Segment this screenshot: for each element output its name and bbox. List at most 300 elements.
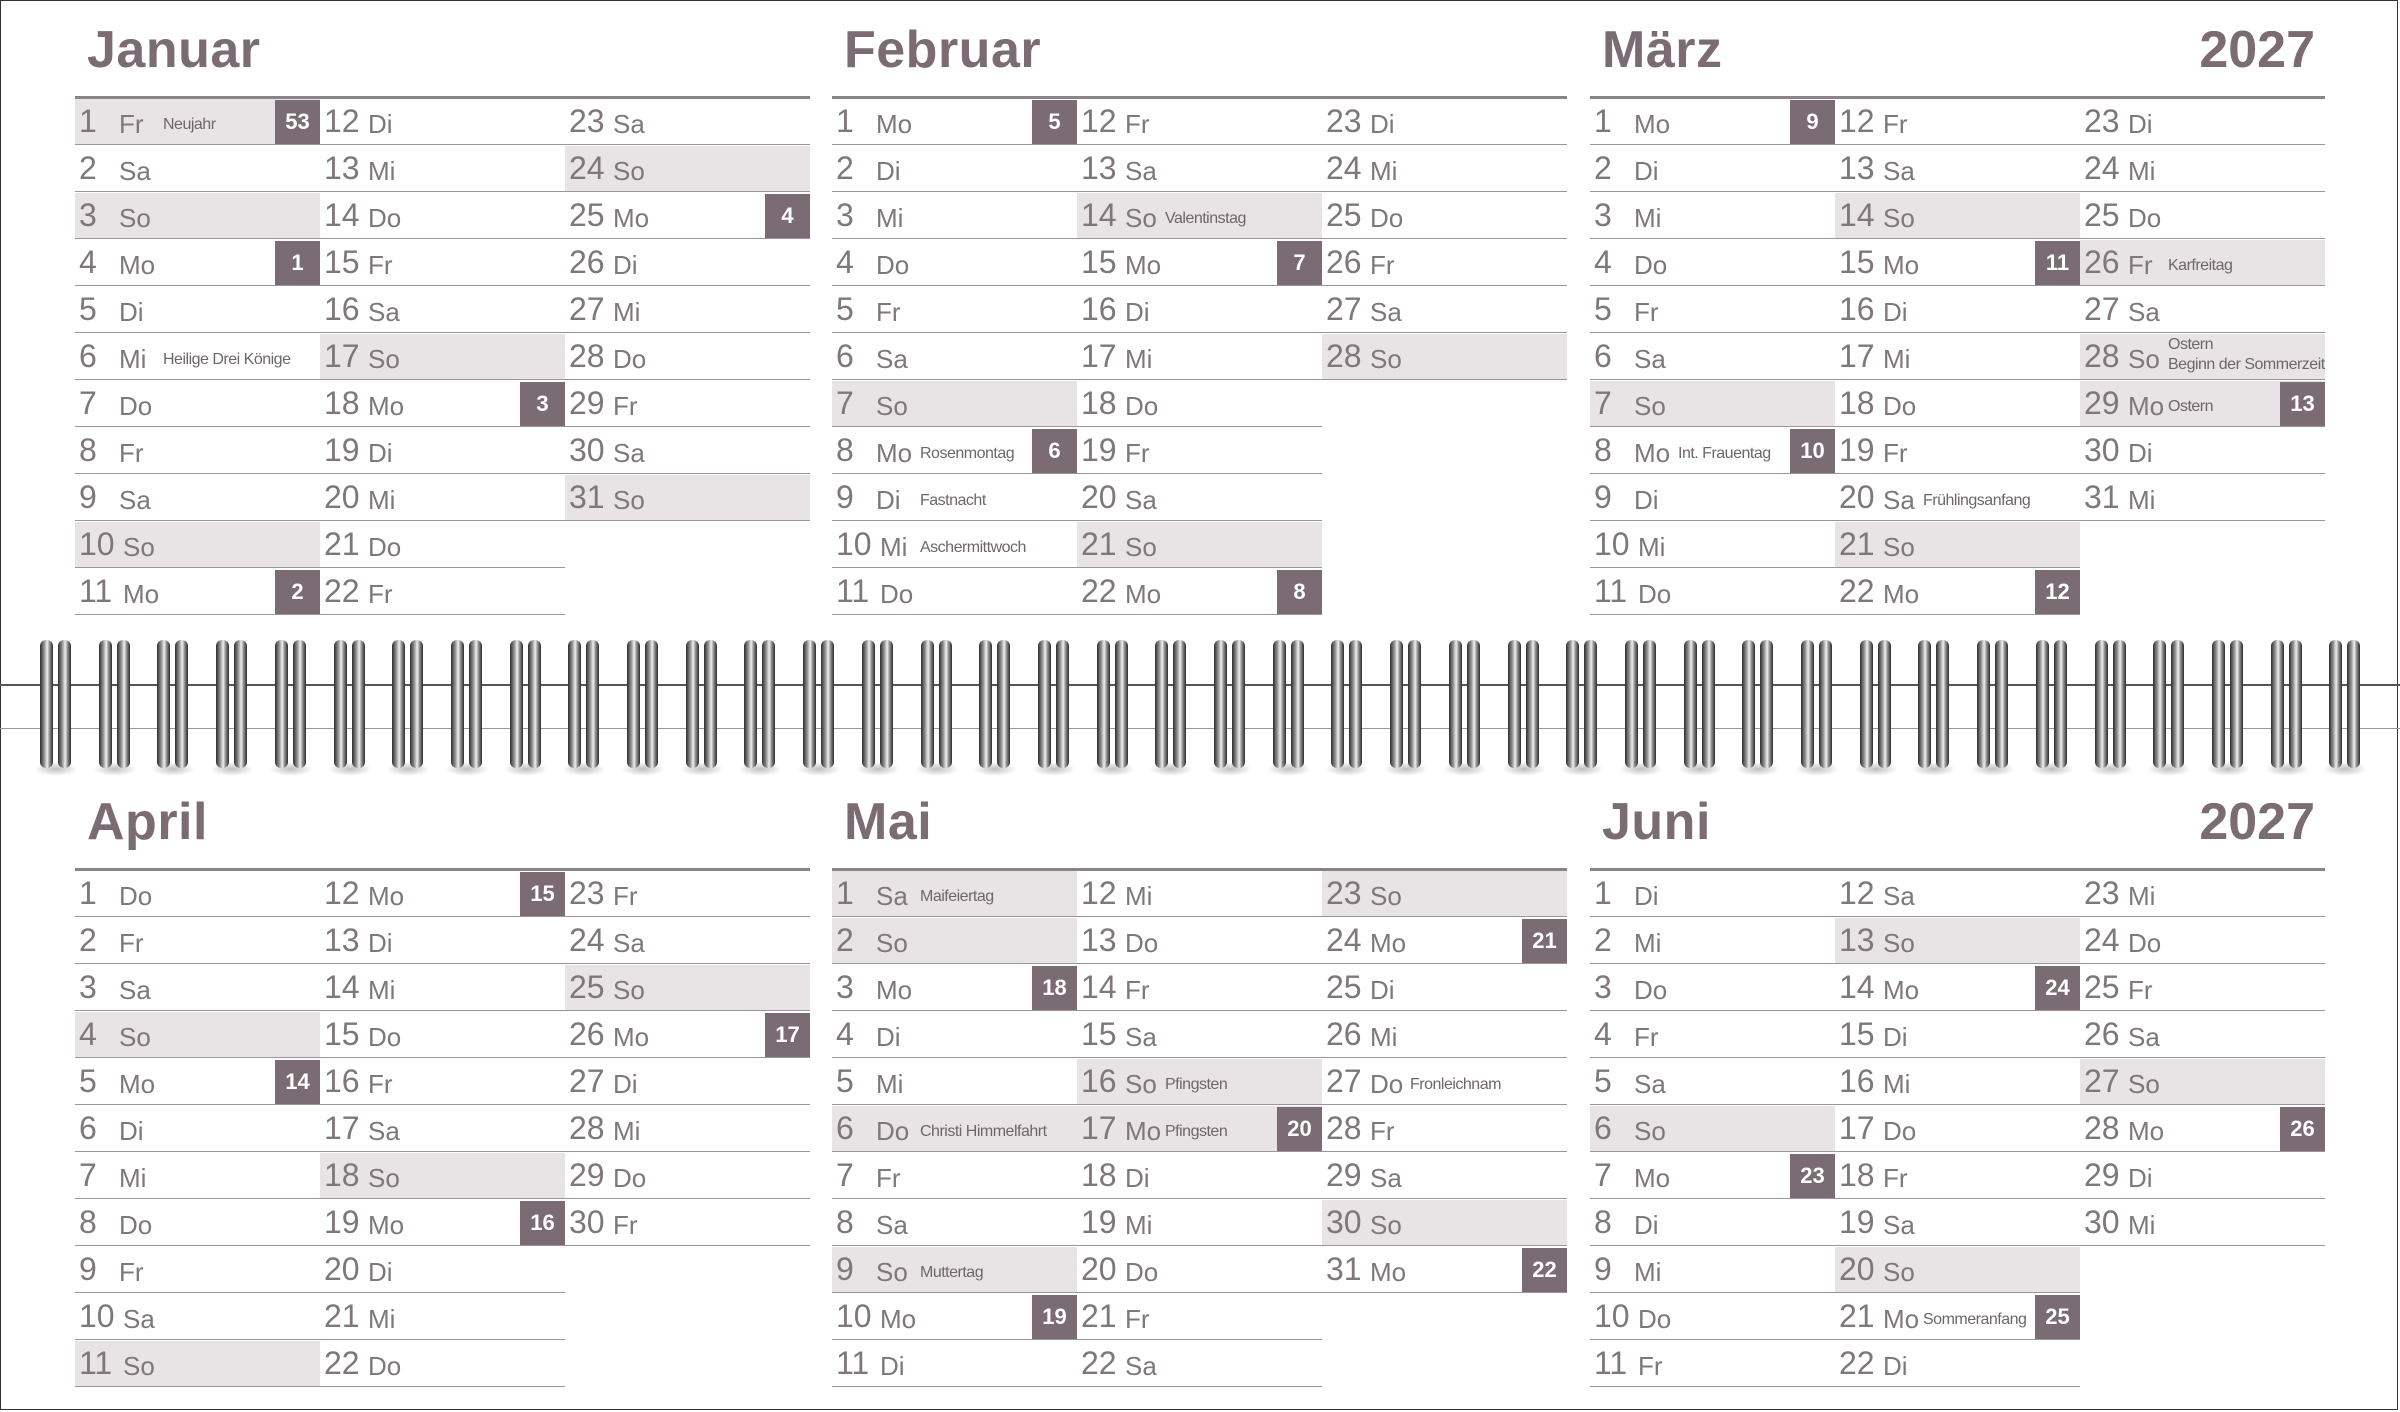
ring-loop <box>469 640 482 768</box>
weekday-label: Sa <box>876 881 908 911</box>
day-number: 10 <box>836 526 872 562</box>
day-number: 22 <box>1839 573 1875 609</box>
day-number: 2 <box>836 922 854 958</box>
day-cell <box>75 871 320 917</box>
weekday-label: Sa <box>1883 881 1915 911</box>
weekday-label: Di <box>1370 975 1395 1005</box>
day-number: 20 <box>1839 479 1875 515</box>
holiday-label <box>163 351 290 369</box>
day-number: 19 <box>324 1204 360 1240</box>
day-cell <box>1077 475 1322 521</box>
weekday-label: Sa <box>2128 1022 2160 1052</box>
day-cell <box>2080 334 2325 380</box>
day-number: 15 <box>324 1016 360 1052</box>
day-number: 14 <box>1081 969 1117 1005</box>
binding-ring <box>1214 640 1246 770</box>
weekday-label: So <box>1370 344 1402 374</box>
day-cell <box>1590 193 1835 239</box>
day-number: 30 <box>569 1204 605 1240</box>
day-number: 31 <box>2084 479 2120 515</box>
ring-loop <box>1977 640 1990 768</box>
day-number: 7 <box>1594 385 1612 421</box>
binding-ring <box>40 640 72 770</box>
weekday-label: So <box>119 1022 151 1052</box>
weekday-label: Mi <box>1634 203 1662 233</box>
day-number: 9 <box>836 479 854 515</box>
day-cell <box>565 240 810 286</box>
ring-loop <box>275 640 288 768</box>
day-number: 20 <box>324 1251 360 1287</box>
day-cell <box>1077 428 1322 474</box>
weekday-label: Mi <box>368 156 396 186</box>
week-number-badge: 13 <box>2280 382 2325 426</box>
day-cell <box>1835 965 2080 1011</box>
weekday-label: Mi <box>368 1304 396 1334</box>
weekday-label: Sa <box>1125 1351 1157 1381</box>
weekday-label: Do <box>1634 250 1668 280</box>
day-number: 8 <box>836 1204 854 1240</box>
day-number: 12 <box>1081 875 1117 911</box>
day-number: 9 <box>79 479 97 515</box>
day-cell <box>1590 871 1835 917</box>
ring-loop <box>2329 640 2342 768</box>
week-number-badge: 10 <box>1790 429 1835 473</box>
weekday-label: Fr <box>876 1163 901 1193</box>
day-cell <box>320 871 565 917</box>
weekday-label: Di <box>1883 1351 1908 1381</box>
day-number: 8 <box>1594 432 1612 468</box>
holiday-label <box>920 1123 1047 1141</box>
weekday-label: Mo <box>876 109 913 139</box>
day-cell <box>2080 146 2325 192</box>
day-cell <box>1590 475 1835 521</box>
binding-ring <box>510 640 542 770</box>
day-number: 27 <box>2084 291 2120 327</box>
binding-ring <box>921 640 953 770</box>
day-cell <box>1077 334 1322 380</box>
day-number: 3 <box>1594 969 1612 1005</box>
week-number-badge: 19 <box>1032 1295 1077 1339</box>
weekday-label: Mo <box>880 1304 917 1334</box>
day-cell <box>1322 1012 1567 1058</box>
day-cell <box>1835 1153 2080 1199</box>
day-number: 14 <box>324 197 360 233</box>
day-number: 7 <box>79 1157 97 1193</box>
day-cell <box>832 1059 1077 1105</box>
month-januar <box>75 0 810 620</box>
weekday-label: Do <box>1125 928 1159 958</box>
day-cell <box>832 99 1077 145</box>
week-number-badge: 21 <box>1522 919 1567 963</box>
weekday-label: Mo <box>1883 1304 1920 1334</box>
weekday-label: Fr <box>1638 1351 1663 1381</box>
ring-loop <box>1625 640 1638 768</box>
month-title: März <box>1602 21 1723 79</box>
day-number: 7 <box>836 385 854 421</box>
day-cell <box>565 475 810 521</box>
month-grid <box>1590 96 2325 609</box>
weekday-label: Di <box>876 485 901 515</box>
day-cell <box>320 381 565 427</box>
day-cell <box>75 1012 320 1058</box>
ring-loop <box>1232 640 1245 768</box>
holiday-label <box>1410 1076 1501 1094</box>
day-cell <box>75 475 320 521</box>
day-number: 10 <box>1594 526 1630 562</box>
weekday-label: Sa <box>1125 485 1157 515</box>
weekday-label: Di <box>1370 109 1395 139</box>
weekday-label: Do <box>1125 1257 1159 1287</box>
binding-ring <box>979 640 1011 770</box>
day-number: 24 <box>569 150 605 186</box>
day-number: 25 <box>1326 969 1362 1005</box>
day-number: 4 <box>1594 1016 1612 1052</box>
calendar-top-half <box>0 0 2400 620</box>
ring-loop <box>1449 640 1462 768</box>
weekday-label: So <box>1125 203 1157 233</box>
weekday-label: Mi <box>876 203 904 233</box>
ring-loop <box>762 640 775 768</box>
ring-loop <box>1056 640 1069 768</box>
day-cell <box>832 146 1077 192</box>
weekday-label: Do <box>613 344 647 374</box>
day-cell <box>565 287 810 333</box>
weekday-label: Fr <box>876 297 901 327</box>
weekday-label: Di <box>1634 1210 1659 1240</box>
day-number: 24 <box>1326 922 1362 958</box>
ring-loop <box>1508 640 1521 768</box>
day-number: 11 <box>79 1345 113 1381</box>
holiday-label <box>1165 210 1246 228</box>
holiday-label <box>920 445 1014 463</box>
day-cell <box>320 1341 565 1387</box>
holiday-name: Frühlingsanfang <box>1923 492 2031 509</box>
ring-loop <box>1742 640 1755 768</box>
day-number: 14 <box>1839 969 1875 1005</box>
day-cell <box>1077 522 1322 568</box>
weekday-label: Do <box>368 1022 402 1052</box>
day-number: 5 <box>79 291 97 327</box>
ring-loop <box>216 640 229 768</box>
day-number: 28 <box>1326 338 1362 374</box>
month-grid <box>1590 868 2325 1381</box>
holiday-label <box>2168 257 2232 275</box>
weekday-label: Mi <box>880 532 908 562</box>
year-label: 2027 <box>2199 793 2315 851</box>
day-cell <box>320 193 565 239</box>
weekday-label: So <box>1883 203 1915 233</box>
day-number: 25 <box>1326 197 1362 233</box>
day-number: 23 <box>1326 875 1362 911</box>
ring-loop <box>175 640 188 768</box>
day-cell <box>565 334 810 380</box>
weekday-label: Sa <box>1125 1022 1157 1052</box>
weekday-label: So <box>1883 928 1915 958</box>
weekday-label: Di <box>876 156 901 186</box>
month-grid <box>75 96 810 609</box>
day-number: 28 <box>2084 338 2120 374</box>
weekday-label: Fr <box>1883 109 1908 139</box>
day-number: 16 <box>1081 291 1117 327</box>
day-number: 5 <box>1594 291 1612 327</box>
binding-ring <box>862 640 894 770</box>
day-cell <box>565 871 810 917</box>
day-number: 21 <box>324 526 360 562</box>
week-number-badge: 20 <box>1277 1107 1322 1151</box>
weekday-label: Mo <box>1370 1257 1407 1287</box>
day-number: 23 <box>1326 103 1362 139</box>
day-number: 13 <box>1081 150 1117 186</box>
day-cell <box>2080 1012 2325 1058</box>
holiday-label <box>163 116 216 134</box>
day-cell <box>1590 1200 1835 1246</box>
day-number: 26 <box>1326 244 1362 280</box>
weekday-label: Di <box>2128 438 2153 468</box>
day-cell <box>1077 1059 1322 1105</box>
weekday-label: Mo <box>1634 109 1671 139</box>
holiday-label <box>1923 1311 2026 1329</box>
weekday-label: Sa <box>119 485 151 515</box>
ring-loop <box>157 640 170 768</box>
ring-loop <box>803 640 816 768</box>
weekday-label: Do <box>119 391 153 421</box>
day-number: 15 <box>1081 1016 1117 1052</box>
day-number: 12 <box>1839 875 1875 911</box>
day-number: 13 <box>324 150 360 186</box>
day-number: 18 <box>1839 1157 1875 1193</box>
weekday-label: Mo <box>1883 975 1920 1005</box>
day-number: 10 <box>79 526 115 562</box>
binding-ring <box>568 640 600 770</box>
day-number: 30 <box>2084 432 2120 468</box>
weekday-label: Mi <box>876 1069 904 1099</box>
day-cell <box>1590 918 1835 964</box>
day-number: 27 <box>1326 1063 1362 1099</box>
weekday-label: Sa <box>876 1210 908 1240</box>
day-number: 11 <box>79 573 113 609</box>
weekday-label: Fr <box>1883 438 1908 468</box>
binding-ring <box>1508 640 1540 770</box>
day-number: 14 <box>1839 197 1875 233</box>
week-number-badge: 9 <box>1790 100 1835 144</box>
weekday-label: Mi <box>1370 1022 1398 1052</box>
day-number: 2 <box>836 150 854 186</box>
month-title: Januar <box>87 21 261 79</box>
day-number: 13 <box>1839 922 1875 958</box>
week-number-badge: 14 <box>275 1060 320 1104</box>
weekday-label: Do <box>613 1163 647 1193</box>
binding-ring <box>1742 640 1774 770</box>
weekday-label: Fr <box>119 1257 144 1287</box>
day-number: 6 <box>79 338 97 374</box>
weekday-label: Mi <box>2128 881 2156 911</box>
weekday-label: Sa <box>1370 297 1402 327</box>
day-number: 17 <box>1081 1110 1117 1146</box>
weekday-label: Do <box>119 881 153 911</box>
day-cell <box>1835 146 2080 192</box>
day-number: 29 <box>569 1157 605 1193</box>
day-number: 18 <box>1081 385 1117 421</box>
week-number-badge: 53 <box>275 100 320 144</box>
weekday-label: Mi <box>1883 344 1911 374</box>
holiday-name: Valentinstag <box>1165 210 1246 227</box>
day-number: 25 <box>2084 197 2120 233</box>
ring-loop <box>334 640 347 768</box>
binding-ring <box>1331 640 1363 770</box>
holiday-name: Sommeranfang <box>1923 1311 2027 1328</box>
day-cell <box>1322 965 1567 1011</box>
holiday-name: Maifeiertag <box>920 888 994 905</box>
day-cell <box>320 1247 565 1293</box>
day-cell <box>1835 381 2080 427</box>
day-number: 13 <box>1839 150 1875 186</box>
day-cell <box>1077 965 1322 1011</box>
ring-loop <box>1702 640 1715 768</box>
month-title: Februar <box>844 21 1042 79</box>
ring-loop <box>1291 640 1304 768</box>
day-cell <box>1590 334 1835 380</box>
day-number: 2 <box>1594 150 1612 186</box>
day-number: 16 <box>324 1063 360 1099</box>
day-cell <box>75 193 320 239</box>
ring-loop <box>1995 640 2008 768</box>
weekday-label: Fr <box>368 579 393 609</box>
ring-loop <box>821 640 834 768</box>
weekday-label: Fr <box>2128 975 2153 1005</box>
weekday-label: Do <box>876 1116 910 1146</box>
ring-loop <box>2212 640 2225 768</box>
day-cell <box>832 475 1077 521</box>
day-number: 10 <box>1594 1298 1630 1334</box>
weekday-label: So <box>613 156 645 186</box>
weekday-label: Sa <box>1883 156 1915 186</box>
weekday-label: Do <box>876 250 910 280</box>
day-cell <box>75 334 320 380</box>
day-cell <box>1835 1059 2080 1105</box>
month-grid <box>832 96 1567 609</box>
holiday-label <box>920 539 1026 557</box>
day-number: 7 <box>1594 1157 1612 1193</box>
ring-loop <box>528 640 541 768</box>
holiday-name: Fronleichnam <box>1410 1076 1501 1093</box>
weekday-label: Mo <box>119 250 156 280</box>
day-cell <box>832 1153 1077 1199</box>
spiral-binding <box>0 630 2400 780</box>
weekday-label: Mo <box>1883 250 1920 280</box>
day-number: 11 <box>1594 573 1628 609</box>
weekday-label: Di <box>119 297 144 327</box>
day-number: 9 <box>1594 1251 1612 1287</box>
weekday-label: Sa <box>1883 485 1915 515</box>
day-cell <box>1077 1341 1322 1387</box>
day-cell <box>1590 965 1835 1011</box>
ring-loop <box>2289 640 2302 768</box>
weekday-label: Sa <box>613 928 645 958</box>
day-cell <box>565 1200 810 1246</box>
ring-loop <box>1819 640 1832 768</box>
day-cell <box>320 287 565 333</box>
weekday-label: Sa <box>1370 1163 1402 1193</box>
day-cell <box>1590 1153 1835 1199</box>
weekday-label: Fr <box>119 928 144 958</box>
day-number: 27 <box>569 1063 605 1099</box>
week-number-badge: 17 <box>765 1013 810 1057</box>
weekday-label: So <box>876 1257 908 1287</box>
week-number-badge: 22 <box>1522 1248 1567 1292</box>
day-cell <box>1322 1247 1567 1293</box>
ring-loop <box>1115 640 1128 768</box>
weekday-label: Fr <box>1634 1022 1659 1052</box>
day-cell <box>2080 871 2325 917</box>
day-number: 26 <box>2084 1016 2120 1052</box>
day-number: 9 <box>79 1251 97 1287</box>
weekday-label: Sa <box>119 975 151 1005</box>
day-cell <box>1590 287 1835 333</box>
day-number: 29 <box>569 385 605 421</box>
day-number: 13 <box>1081 922 1117 958</box>
weekday-label: Fr <box>1125 438 1150 468</box>
day-cell <box>75 918 320 964</box>
day-cell <box>320 1059 565 1105</box>
day-cell <box>832 193 1077 239</box>
day-number: 3 <box>79 197 97 233</box>
day-cell <box>832 1200 1077 1246</box>
day-number: 10 <box>836 1298 872 1334</box>
day-number: 22 <box>324 1345 360 1381</box>
holiday-label <box>1165 1123 1227 1141</box>
week-number-badge: 6 <box>1032 429 1077 473</box>
binding-ring <box>334 640 366 770</box>
ring-loop <box>1801 640 1814 768</box>
month-april <box>75 772 810 1392</box>
weekday-label: Di <box>1634 156 1659 186</box>
ring-loop <box>1684 640 1697 768</box>
day-number: 20 <box>1081 1251 1117 1287</box>
day-cell <box>1835 334 2080 380</box>
day-number: 11 <box>836 1345 870 1381</box>
ring-loop <box>2113 640 2126 768</box>
weekday-label: Di <box>1125 297 1150 327</box>
calendar-bottom-half <box>0 772 2400 1392</box>
weekday-label: Mo <box>613 203 650 233</box>
day-cell <box>75 381 320 427</box>
weekday-label: Do <box>1883 1116 1917 1146</box>
ring-loop <box>1273 640 1286 768</box>
weekday-label: Di <box>2128 109 2153 139</box>
day-number: 18 <box>1839 385 1875 421</box>
day-cell <box>832 569 1077 615</box>
day-cell <box>2080 99 2325 145</box>
day-number: 20 <box>324 479 360 515</box>
weekday-label: So <box>613 975 645 1005</box>
day-number: 6 <box>79 1110 97 1146</box>
weekday-label: Sa <box>1634 344 1666 374</box>
week-number-badge: 18 <box>1032 966 1077 1010</box>
day-cell <box>1322 193 1567 239</box>
binding-ring <box>1625 640 1657 770</box>
day-cell <box>1590 1341 1835 1387</box>
weekday-label: Do <box>1638 1304 1672 1334</box>
holiday-name: Ostern <box>2168 398 2214 415</box>
day-cell <box>320 918 565 964</box>
day-cell <box>75 1059 320 1105</box>
weekday-label: Do <box>2128 203 2162 233</box>
ring-loop <box>2054 640 2067 768</box>
day-cell <box>832 287 1077 333</box>
binding-ring <box>2271 640 2303 770</box>
day-cell <box>832 522 1077 568</box>
day-cell <box>75 1200 320 1246</box>
